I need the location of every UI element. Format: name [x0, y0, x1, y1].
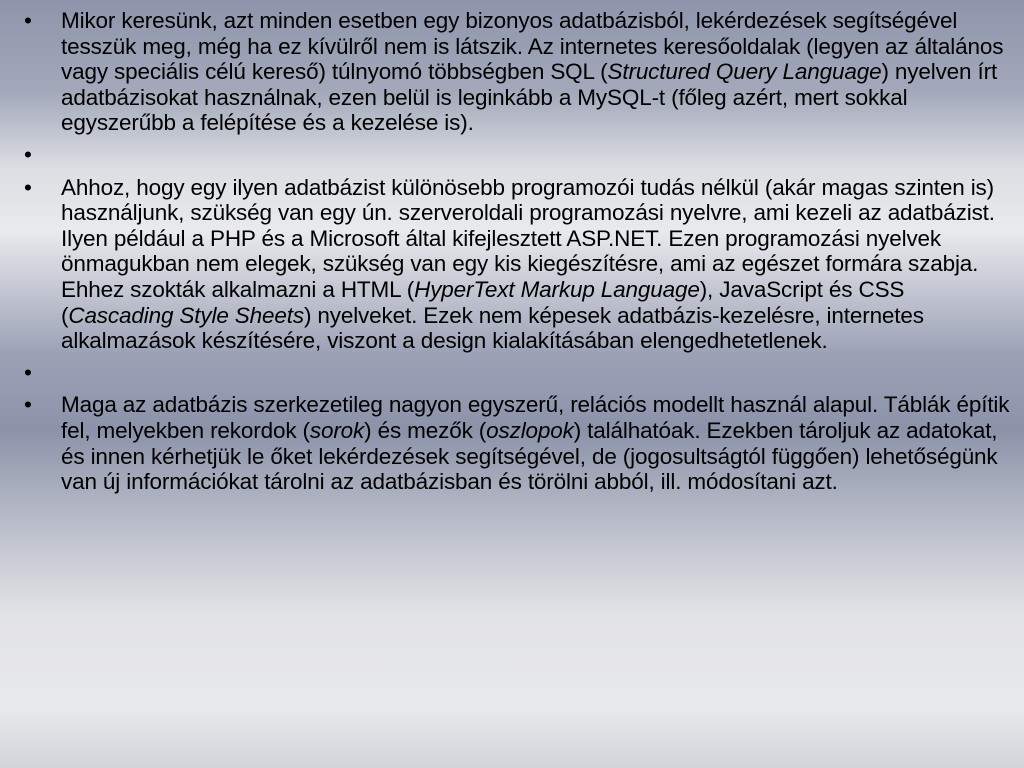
- bullet-item-empty: [20, 360, 1010, 386]
- sql-full-name: Structured Query Language: [607, 59, 882, 85]
- html-full-name: HyperText Markup Language: [414, 276, 700, 302]
- columns-term: oszlopok: [486, 417, 574, 443]
- bullet-dot: •: [24, 141, 32, 167]
- bullet-dot: •: [24, 174, 32, 200]
- paragraph-text: Maga az adatbázis szerkezetileg nagyon egyszerű, relációs modellt használ alapul. Táblák építik fel, melyekben rekordok (sorok) és mezők (oszlopok) találhatóak. Ezekben tároljuk az adatokat, és innen kérhetjük le őket lekérdezések segítségével, de (jogosultságtól függően) lehetőségünk van új információkat tárolni az adatbázisban és törölni abból, ill. módosítani azt.: [61, 392, 1010, 495]
- rows-term: sorok: [309, 417, 365, 443]
- paragraph-text: Mikor keresünk, azt minden esetben egy bizonyos adatbázisból, lekérdezések segítségével tesszük meg, még ha ez kívülről nem is látszik. Az internetes keresőoldalak (legyen az általános vagy speciális célú kereső) túlnyomó többségben SQL (Structured Query Language) nyelven írt adatbázisokat használnak, ezen belül is leginkább a MySQL-t (főleg azért, mert sokkal egyszerűbb a felépítése és a kezelése is).: [61, 8, 1004, 136]
- bullet-item-database-structure: [20, 392, 1010, 494]
- bullet-item-empty: [20, 142, 1010, 168]
- bullet-item-search-databases: [20, 8, 1010, 136]
- paragraph-text: Ahhoz, hogy egy ilyen adatbázist különösebb programozói tudás nélkül (akár magas szinten is) használjunk, szükség van egy ún. szerveroldali programozási nyelvre, ami kezeli az adatbázist. Ilyen például a PHP és a Microsoft által kifejlesztett ASP.NET. Ezen programozási nyelvek önmagukban nem elegek, szükség van egy kis kiegészítésre, ami az egészet formára szabja. Ehhez szokták alkalmazni a HTML (HyperText Markup Language), JavaScript és CSS (Cascading Style Sheets) nyelveket. Ezek nem képesek adatbázis-kezelésre, internetes alkalmazások készítésére, viszont a design kialakításában elengedhetetlenek.: [61, 174, 995, 354]
- bullet-item-server-languages: [20, 175, 1010, 354]
- bullet-dot: •: [24, 392, 32, 418]
- bullet-dot: •: [24, 359, 32, 385]
- bullet-dot: •: [24, 8, 32, 33]
- css-full-name: Cascading Style Sheets: [68, 302, 304, 328]
